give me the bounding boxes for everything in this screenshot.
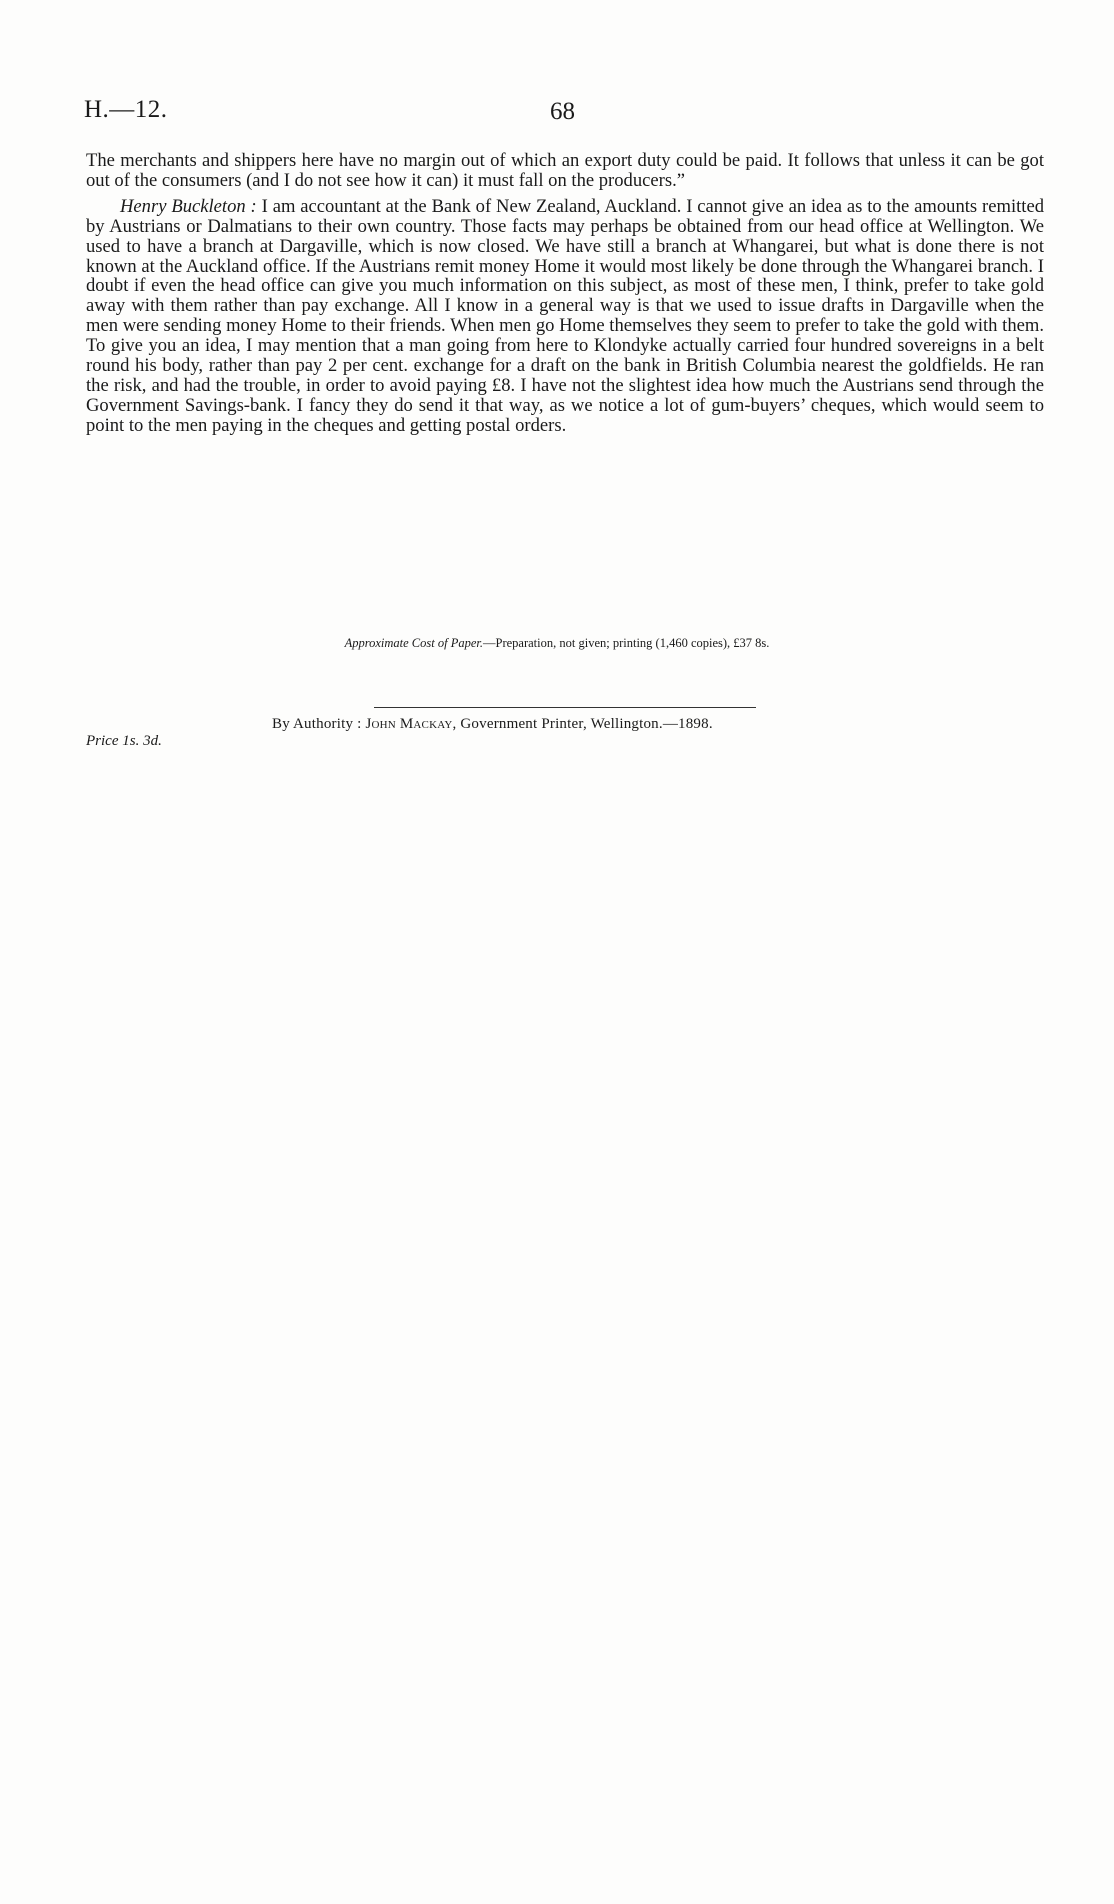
paper-reference: H.—12. <box>84 96 168 123</box>
cost-lead: Approximate Cost of Paper. <box>344 636 483 650</box>
divider-rule <box>374 707 756 708</box>
speaker-name: Henry Buckleton : <box>120 195 257 217</box>
paragraph-quote-end <box>86 151 1044 191</box>
authority-suffix: , Government Printer, Wellington.—1898. <box>452 716 713 732</box>
printer-name: John Mackay <box>365 716 453 732</box>
paragraph-text: I am accountant at the Bank of New Zealand, Auckland. I cannot give an idea as to the amounts remitted by Austrians or Dalmatians to their own country. Those facts may perhaps be obtained from our head office at Wellington. We used to have a branch at Dargaville, which is now closed. We have still a branch at Whangarei, but what is done there is not known at the Auckland office. If the Austrians remit money Home it would most likely be done through the Whangarei branch. I doubt if even the head office can give you much information on this subject, as most of these men, I think, prefer to take gold away with them rather than pay exchange. All I know in a general way is that we used to issue drafts in Dargaville when the men were sending money Home to their friends. When men go Home themselves they seem to prefer to take the gold with them. To give you an idea, I may mention that a man going from here to Klondyke actually carried four hundred sovereigns in a belt round his body, rather than pay 2 per cent. exchange for a draft on the bank in British Columbia nearest the goldfields. He ran the risk, and had the trouble, in order to avoid paying £8. I have not the slightest idea how much the Austrians send through the Government Savings-bank. I fancy they do send it that way, as we notice a lot of gum-buyers’ cheques, which would seem to point to the men paying in the cheques and getting postal orders. <box>86 195 1044 436</box>
cost-of-paper-note <box>0 636 1114 651</box>
printer-authority <box>272 716 713 733</box>
authority-prefix: By Authority : <box>272 716 366 732</box>
cost-details: —Preparation, not given; printing (1,460 copies), £37 8s. <box>483 636 770 650</box>
page-number: 68 <box>550 98 575 125</box>
body-text <box>86 151 1044 436</box>
paragraph-testimony <box>86 197 1044 436</box>
paragraph-text: The merchants and shippers here have no margin out of which an export duty could be paid. It follows that unless it can be got out of the consumers (and I do not see how it can) it must fall on the producers.” <box>86 150 1044 191</box>
price-label: Price 1s. 3d. <box>86 733 162 749</box>
